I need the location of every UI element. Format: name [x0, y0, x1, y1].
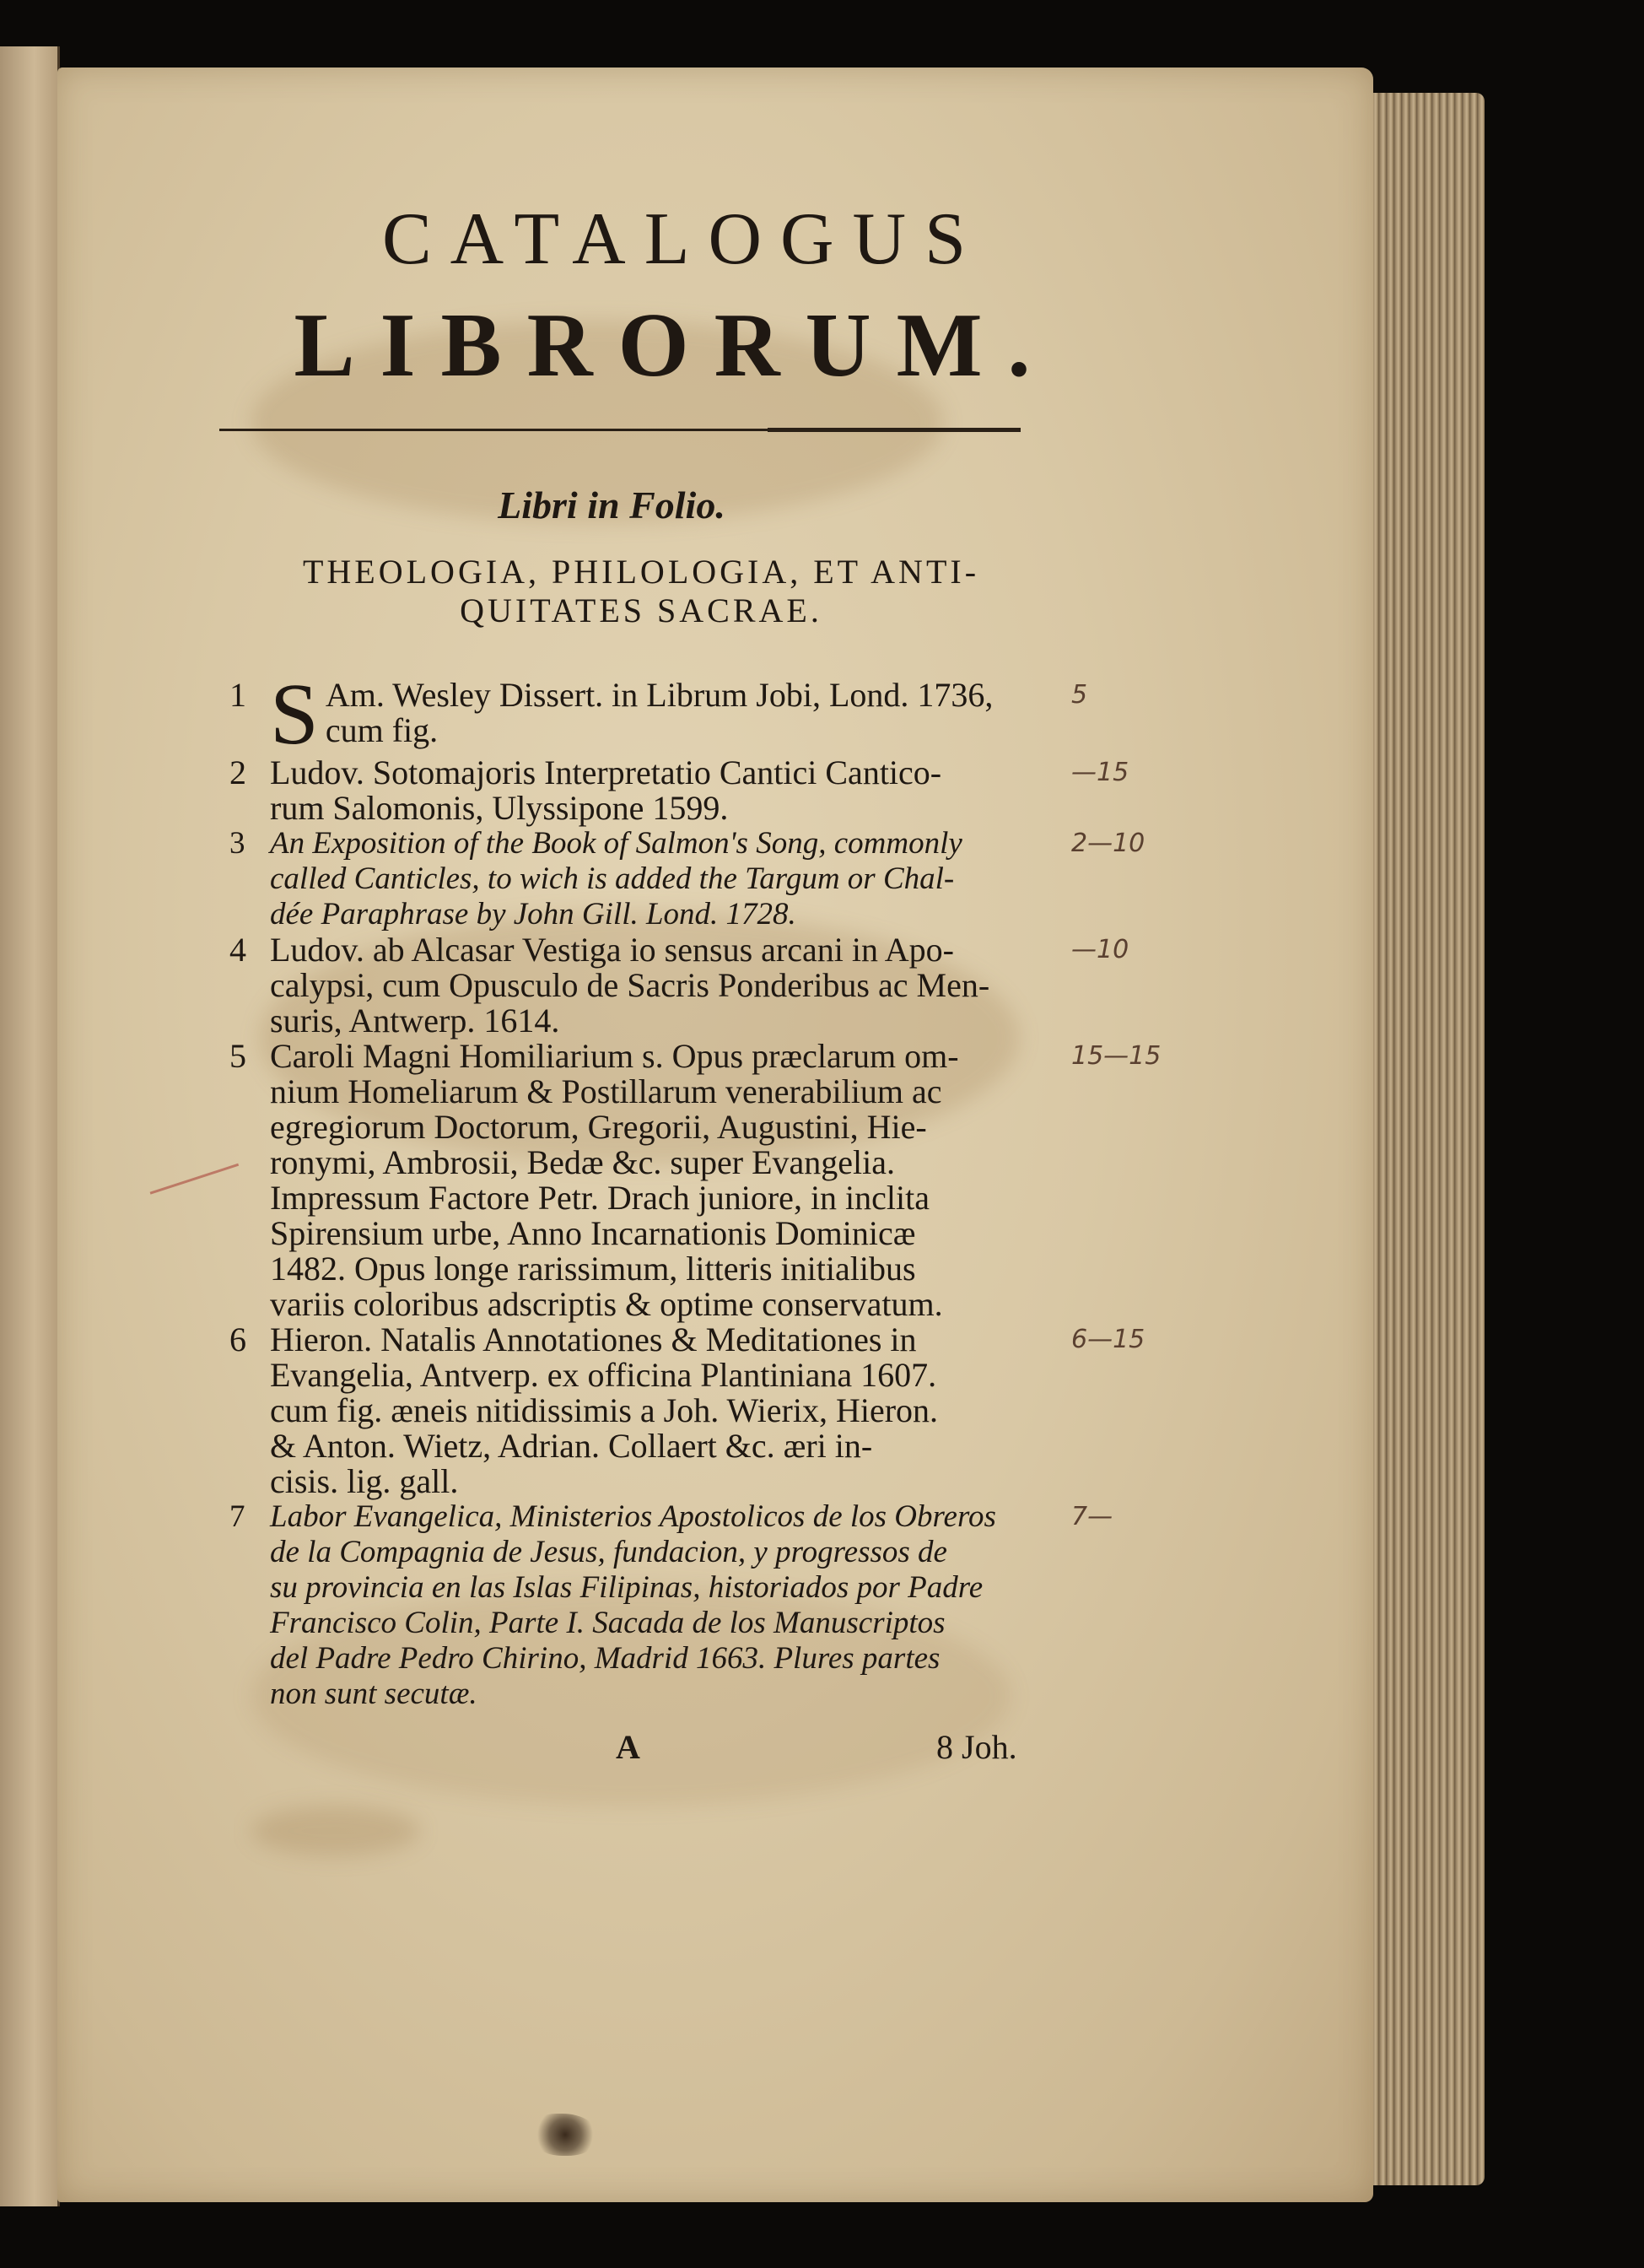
handwritten-price: 15—15 [1071, 1041, 1162, 1071]
entry-line: nium Homeliarum & Postillarum venerabilium ac [270, 1072, 942, 1110]
entry-line: Hieron. Natalis Annotationes & Meditationes in [270, 1320, 917, 1358]
handwritten-price: 5 [1071, 680, 1088, 710]
entry-line: Evangelia, Antverp. ex officina Plantiniana 1607. [270, 1356, 937, 1394]
catalogue-entry [219, 1499, 1113, 1712]
entry-line: Am. Wesley Dissert. in Librum Jobi, Lond. 1736, [325, 676, 994, 714]
title-rule [219, 420, 1130, 440]
catalogue-entry [219, 826, 1145, 932]
entry-line: cum fig. æneis nitidissimis a Joh. Wierix, Hieron. [270, 1391, 939, 1429]
entry-line: su provincia en las Islas Filipinas, historiados por Padre [270, 1570, 984, 1605]
handwritten-price: 6—15 [1071, 1325, 1145, 1354]
catalogue-entry [219, 753, 1129, 827]
title-librorum: LIBRORUM. [294, 295, 1056, 396]
title-catalogus: CATALOGUS [381, 198, 985, 280]
entry-number: 3 [229, 826, 245, 861]
entry-line: variis coloribus adscriptis & optime conservatum. [270, 1285, 943, 1323]
entry-line: 1482. Opus longe rarissimum, litteris initialibus [270, 1250, 916, 1288]
entry-number: 1 [229, 676, 246, 714]
entry-line: & Anton. Wietz, Adrian. Collaert &c. æri in- [270, 1427, 873, 1465]
drop-capital: S [270, 666, 319, 763]
subject-line: THEOLOGIA, PHILOLOGIA, ET ANTI- [302, 553, 980, 591]
catchword: 8 Joh. [936, 1728, 1017, 1766]
page-block-edges [1371, 93, 1485, 2185]
entry-line: cisis. lig. gall. [270, 1462, 459, 1500]
catalogue-entry [219, 931, 1129, 1040]
entry-line: cum fig. [325, 711, 439, 749]
entry-line: Spirensium urbe, Anno Incarnationis Dominicæ [270, 1214, 916, 1252]
rule-thin [219, 429, 768, 431]
subject-line: QUITATES SACRAE. [460, 591, 822, 629]
handwritten-price: —15 [1071, 758, 1129, 787]
entry-line: dée Paraphrase by John Gill. Lond. 1728. [270, 897, 796, 932]
subject-heading [169, 553, 1113, 630]
catalogue-entry [219, 1037, 1162, 1323]
signature-mark: A [616, 1728, 640, 1766]
entry-number: 4 [229, 931, 246, 969]
section-title: Libri in Folio. [498, 483, 725, 526]
catalogue-entry [219, 666, 1113, 763]
handwritten-price: 2—10 [1071, 829, 1145, 858]
entry-line: ronymi, Ambrosii, Bedæ &c. super Evangelia. [270, 1143, 895, 1181]
entry-line: Ludov. Sotomajoris Interpretatio Cantici Cantico- [270, 753, 942, 791]
entry-line: calypsi, cum Opusculo de Sacris Ponderibus ac Men- [270, 966, 990, 1004]
entry-line: Caroli Magni Homiliarium s. Opus præclarum om- [270, 1037, 959, 1075]
catalogue-entry [219, 1320, 1145, 1500]
entry-line: Impressum Factore Petr. Drach juniore, in inclita [270, 1179, 930, 1217]
entry-line: suris, Antwerp. 1614. [270, 1002, 560, 1040]
entry-line: called Canticles, to wich is added the Targum or Chal- [270, 861, 955, 896]
entry-number: 6 [229, 1320, 246, 1358]
entry-number: 7 [229, 1499, 245, 1534]
entry-list [219, 666, 1162, 1712]
entry-line: Labor Evangelica, Ministerios Apostolicos de los Obreros [270, 1499, 996, 1534]
rule-thick [768, 428, 1021, 432]
entry-number: 5 [229, 1037, 246, 1075]
previous-page-edge [0, 46, 60, 2206]
water-stain [251, 1806, 420, 1856]
entry-line: de la Compagnia de Jesus, fundacion, y progressos de [270, 1535, 947, 1569]
entry-line: Francisco Colin, Parte I. Sacada de los Manuscriptos [270, 1606, 946, 1640]
entry-line: del Padre Pedro Chirino, Madrid 1663. Plures partes [270, 1641, 941, 1676]
entry-line: Ludov. ab Alcasar Vestiga io sensus arcani in Apo- [270, 931, 954, 969]
entry-line: rum Salomonis, Ulyssipone 1599. [270, 789, 729, 827]
handwritten-price: —10 [1071, 935, 1129, 964]
handwritten-price: 7— [1071, 1502, 1113, 1531]
page-text [219, 198, 1162, 1769]
entry-line: An Exposition of the Book of Salmon's Song, commonly [270, 826, 962, 861]
entry-line: egregiorum Doctorum, Gregorii, Augustini, Hie- [270, 1108, 927, 1146]
entry-line: non sunt secutæ. [270, 1677, 477, 1711]
page-footer [219, 1727, 1130, 1769]
ink-blot [531, 2114, 599, 2156]
entry-number: 2 [229, 753, 246, 791]
